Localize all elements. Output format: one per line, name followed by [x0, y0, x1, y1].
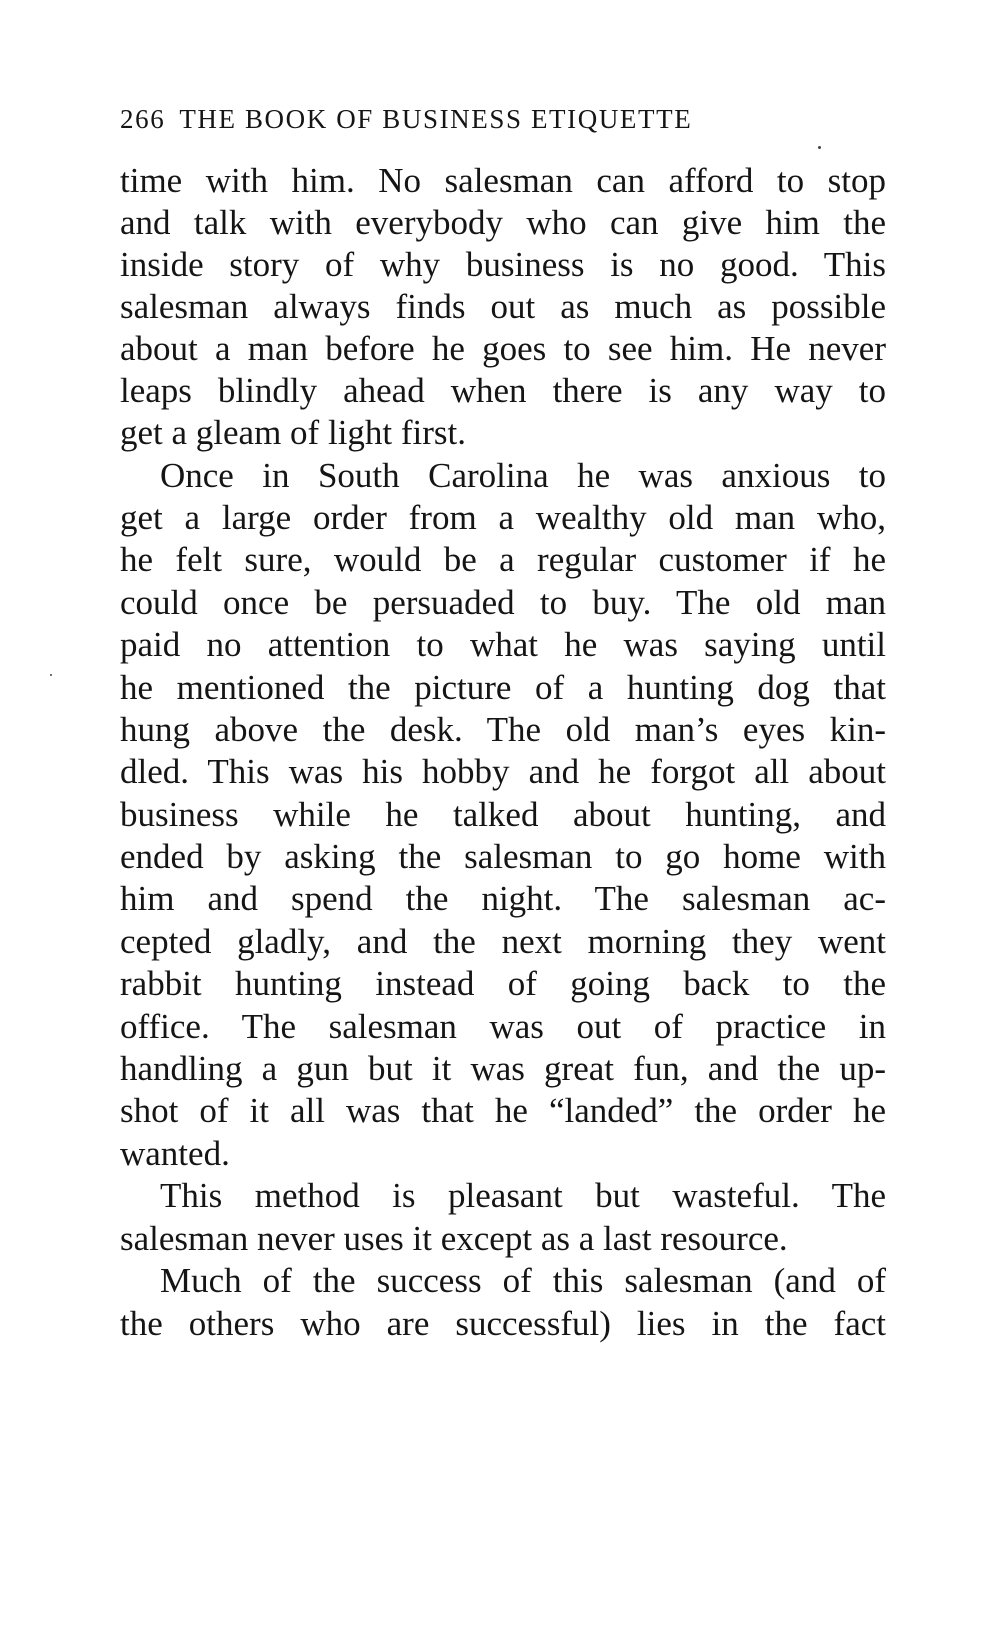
body-line: salesman always finds out as much as possible — [120, 287, 886, 326]
body-line: get a gleam of light first. — [120, 413, 467, 452]
body-line: get a large order from a wealthy old man who, — [120, 498, 886, 537]
paragraph-first-line: Once in South Carolina he was anxious to — [160, 456, 886, 495]
body-line: he mentioned the picture of a hunting dog that — [120, 668, 886, 707]
body-line: and talk with everybody who can give him the — [120, 203, 886, 242]
body-line: time with him. No salesman can afford to stop — [120, 161, 886, 200]
body-line: inside story of why business is no good. This — [120, 245, 886, 284]
body-line: salesman never uses it except as a last resource. — [120, 1219, 788, 1258]
body-line: cepted gladly, and the next morning they went — [120, 922, 886, 961]
body-line: paid no attention to what he was saying until — [120, 625, 886, 664]
page-number: 266 — [120, 104, 166, 134]
paragraph-first-line: Much of the success of this salesman (and of — [160, 1261, 886, 1300]
body-line: the others who are successful) lies in the fact — [120, 1304, 886, 1343]
body-line: hung above the desk. The old man’s eyes kin- — [120, 710, 886, 749]
paragraph-first-line: This method is pleasant but wasteful. The — [160, 1176, 886, 1215]
running-head — [120, 103, 840, 135]
body-line: handling a gun but it was great fun, and the up- — [120, 1049, 886, 1088]
body-line: he felt sure, would be a regular customer if he — [120, 540, 886, 579]
body-line: could once be persuaded to buy. The old man — [120, 583, 886, 622]
body-line: him and spend the night. The salesman ac- — [120, 879, 886, 918]
body-line: about a man before he goes to see him. He never — [120, 329, 886, 368]
body-line: ended by asking the salesman to go home with — [120, 837, 886, 876]
print-speck — [818, 146, 821, 149]
print-speck — [50, 674, 52, 676]
body-line: rabbit hunting instead of going back to the — [120, 964, 886, 1003]
body-line: dled. This was his hobby and he forgot all about — [120, 752, 886, 791]
running-title: THE BOOK OF BUSINESS ETIQUETTE — [179, 104, 693, 134]
body-line: office. The salesman was out of practice in — [120, 1007, 886, 1046]
body-line: wanted. — [120, 1134, 230, 1173]
body-line: leaps blindly ahead when there is any way to — [120, 371, 886, 410]
body-line: shot of it all was that he “landed” the order he — [120, 1091, 886, 1130]
body-line: business while he talked about hunting, and — [120, 795, 886, 834]
